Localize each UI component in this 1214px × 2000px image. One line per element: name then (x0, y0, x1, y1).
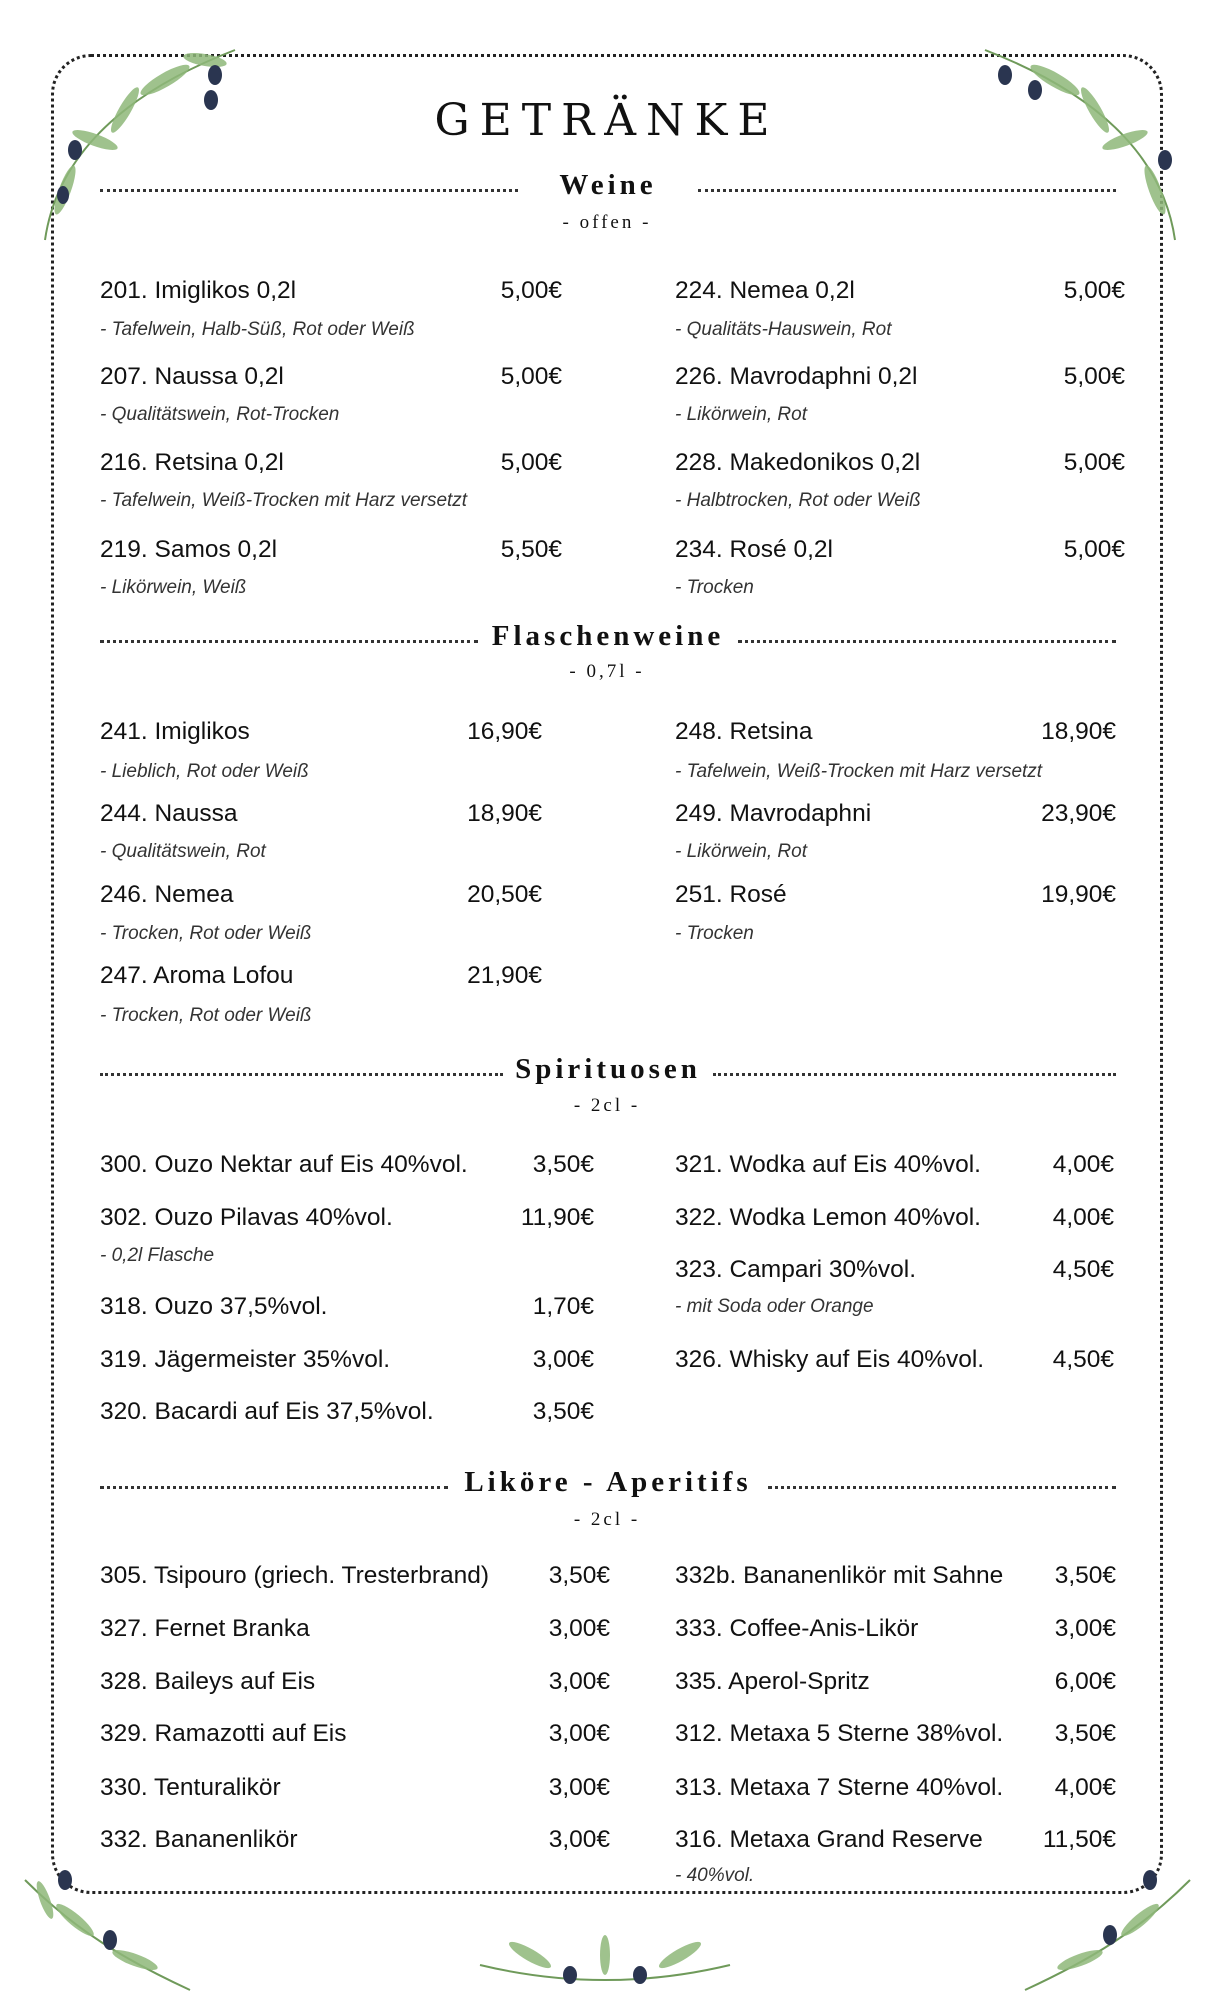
menu-item-price: 3,50€ (532, 1151, 594, 1178)
menu-item-price: 3,50€ (1054, 1562, 1116, 1589)
section-subtitle: - 0,7l - (569, 661, 645, 682)
menu-item-price: 3,50€ (1054, 1720, 1116, 1747)
menu-item-description: - Halbtrocken, Rot oder Weiß (675, 490, 921, 511)
menu-item-name: 328. Baileys auf Eis (100, 1668, 316, 1695)
section-title: Liköre - Aperitifs (454, 1466, 761, 1499)
section-subtitle: - offen - (562, 212, 652, 233)
menu-item-name: 207. Naussa 0,2l (100, 363, 284, 390)
menu-item-price: 19,90€ (1041, 881, 1116, 908)
menu-item-price: 5,00€ (1063, 363, 1125, 390)
menu-item-price: 5,50€ (500, 536, 562, 563)
menu-item-name: 320. Bacardi auf Eis 37,5%vol. (100, 1398, 434, 1425)
menu-item-price: 4,00€ (1052, 1204, 1114, 1231)
menu-item-price: 3,00€ (548, 1668, 610, 1695)
menu-item-price: 21,90€ (467, 962, 542, 989)
menu-item-name: 251. Rosé (675, 881, 787, 908)
menu-item-description: - 0,2l Flasche (100, 1245, 215, 1266)
menu-item-description: - Trocken (675, 577, 754, 598)
menu-item-name: 332b. Bananenlikör mit Sahne (675, 1562, 1004, 1589)
menu-item-price: 3,00€ (548, 1826, 610, 1853)
menu-item-price: 5,00€ (1063, 536, 1125, 563)
menu-item-name: 234. Rosé 0,2l (675, 536, 833, 563)
page-title: GETRÄNKE (434, 95, 780, 146)
menu-item-description: - Trocken, Rot oder Weiß (100, 923, 312, 944)
section-heading (100, 169, 1116, 209)
menu-item-price: 6,00€ (1054, 1668, 1116, 1695)
menu-item-name: 319. Jägermeister 35%vol. (100, 1346, 391, 1373)
menu-item-description: - Tafelwein, Weiß-Trocken mit Harz versetzt (100, 490, 468, 511)
menu-item-price: 18,90€ (467, 800, 542, 827)
section-subtitle: - 2cl - (573, 1509, 641, 1530)
dotted-divider (100, 1073, 503, 1076)
menu-item-name: 216. Retsina 0,2l (100, 449, 284, 476)
menu-item-price: 20,50€ (467, 881, 542, 908)
menu-item-name: 248. Retsina (675, 718, 813, 745)
section-heading (100, 1053, 1116, 1093)
menu-item-description: - Lieblich, Rot oder Weiß (100, 761, 309, 782)
menu-item-name: 249. Mavrodaphni (675, 800, 872, 827)
menu-item-name: 302. Ouzo Pilavas 40%vol. (100, 1204, 393, 1231)
olive-branch-bottom-left (15, 1840, 195, 2000)
menu-item-price: 3,50€ (548, 1562, 610, 1589)
menu-item-description: - Likörwein, Rot (675, 841, 807, 862)
section-title: Spirituosen (505, 1053, 711, 1086)
menu-item-name: 326. Whisky auf Eis 40%vol. (675, 1346, 985, 1373)
dotted-divider (100, 1486, 448, 1489)
menu-item-price: 5,00€ (1063, 277, 1125, 304)
menu-item-description: - Qualitäts-Hauswein, Rot (675, 319, 892, 340)
menu-item-price: 3,00€ (548, 1774, 610, 1801)
menu-item-name: 318. Ouzo 37,5%vol. (100, 1293, 328, 1320)
menu-item-price: 4,00€ (1052, 1151, 1114, 1178)
menu-item-price: 5,00€ (500, 277, 562, 304)
olive-branch-bottom-center (470, 1905, 740, 1995)
menu-item-price: 3,00€ (532, 1346, 594, 1373)
menu-item-name: 228. Makedonikos 0,2l (675, 449, 921, 476)
section-title: Weine (549, 169, 666, 202)
menu-item-price: 16,90€ (467, 718, 542, 745)
menu-item-price: 11,90€ (520, 1204, 594, 1231)
section-heading (100, 620, 1116, 660)
section-title: Flaschenweine (482, 620, 734, 653)
menu-item-description: - Qualitätswein, Rot (100, 841, 266, 862)
section-subtitle: - 2cl - (573, 1095, 641, 1116)
menu-item-price: 11,50€ (1042, 1826, 1116, 1853)
dotted-divider (768, 1486, 1116, 1489)
menu-item-name: 312. Metaxa 5 Sterne 38%vol. (675, 1720, 1004, 1747)
menu-item-price: 4,50€ (1052, 1346, 1114, 1373)
menu-item-description: - 40%vol. (675, 1865, 755, 1886)
menu-item-name: 226. Mavrodaphni 0,2l (675, 363, 918, 390)
menu-item-name: 330. Tenturalikör (100, 1774, 281, 1801)
menu-item-name: 313. Metaxa 7 Sterne 40%vol. (675, 1774, 1004, 1801)
menu-item-name: 329. Ramazotti auf Eis (100, 1720, 347, 1747)
menu-item-price: 1,70€ (532, 1293, 594, 1320)
menu-item-price: 4,00€ (1054, 1774, 1116, 1801)
menu-item-name: 244. Naussa (100, 800, 238, 827)
menu-item-price: 23,90€ (1041, 800, 1116, 827)
dotted-divider (738, 640, 1116, 643)
olive-branch-top-left (15, 20, 245, 250)
menu-item-price: 5,00€ (500, 363, 562, 390)
menu-item-name: 332. Bananenlikör (100, 1826, 298, 1853)
section-heading (100, 1466, 1116, 1506)
menu-item-name: 335. Aperol-Spritz (675, 1668, 870, 1695)
dotted-divider (713, 1073, 1116, 1076)
menu-item-name: 323. Campari 30%vol. (675, 1256, 917, 1283)
menu-item-price: 4,50€ (1052, 1256, 1114, 1283)
menu-item-description: - Tafelwein, Weiß-Trocken mit Harz versetzt (675, 761, 1043, 782)
menu-item-name: 201. Imiglikos 0,2l (100, 277, 297, 304)
menu-item-description: - Trocken, Rot oder Weiß (100, 1005, 312, 1026)
olive-branch-top-right (975, 20, 1205, 250)
olive-branch-bottom-right (1020, 1840, 1200, 2000)
menu-item-name: 224. Nemea 0,2l (675, 277, 855, 304)
menu-item-price: 18,90€ (1041, 718, 1116, 745)
menu-item-name: 247. Aroma Lofou (100, 962, 294, 989)
menu-item-description: - mit Soda oder Orange (675, 1296, 874, 1317)
menu-item-name: 316. Metaxa Grand Reserve (675, 1826, 983, 1853)
menu-item-name: 241. Imiglikos (100, 718, 250, 745)
menu-item-name: 327. Fernet Branka (100, 1615, 310, 1642)
menu-item-price: 3,00€ (1054, 1615, 1116, 1642)
dotted-divider (100, 640, 478, 643)
menu-item-name: 246. Nemea (100, 881, 234, 908)
menu-item-description: - Qualitätswein, Rot-Trocken (100, 404, 340, 425)
menu-item-name: 321. Wodka auf Eis 40%vol. (675, 1151, 981, 1178)
menu-item-price: 3,00€ (548, 1615, 610, 1642)
menu-item-price: 3,50€ (532, 1398, 594, 1425)
menu-item-name: 322. Wodka Lemon 40%vol. (675, 1204, 981, 1231)
menu-item-name: 305. Tsipouro (griech. Tresterbrand) (100, 1562, 490, 1589)
menu-item-price: 3,00€ (548, 1720, 610, 1747)
menu-item-name: 333. Coffee-Anis-Likör (675, 1615, 919, 1642)
menu-item-description: - Tafelwein, Halb-Süß, Rot oder Weiß (100, 319, 415, 340)
menu-item-description: - Likörwein, Rot (675, 404, 807, 425)
menu-item-name: 219. Samos 0,2l (100, 536, 278, 563)
menu-item-description: - Likörwein, Weiß (100, 577, 247, 598)
menu-item-name: 300. Ouzo Nektar auf Eis 40%vol. (100, 1151, 468, 1178)
menu-item-price: 5,00€ (1063, 449, 1125, 476)
menu-item-price: 5,00€ (500, 449, 562, 476)
menu-item-description: - Trocken (675, 923, 754, 944)
